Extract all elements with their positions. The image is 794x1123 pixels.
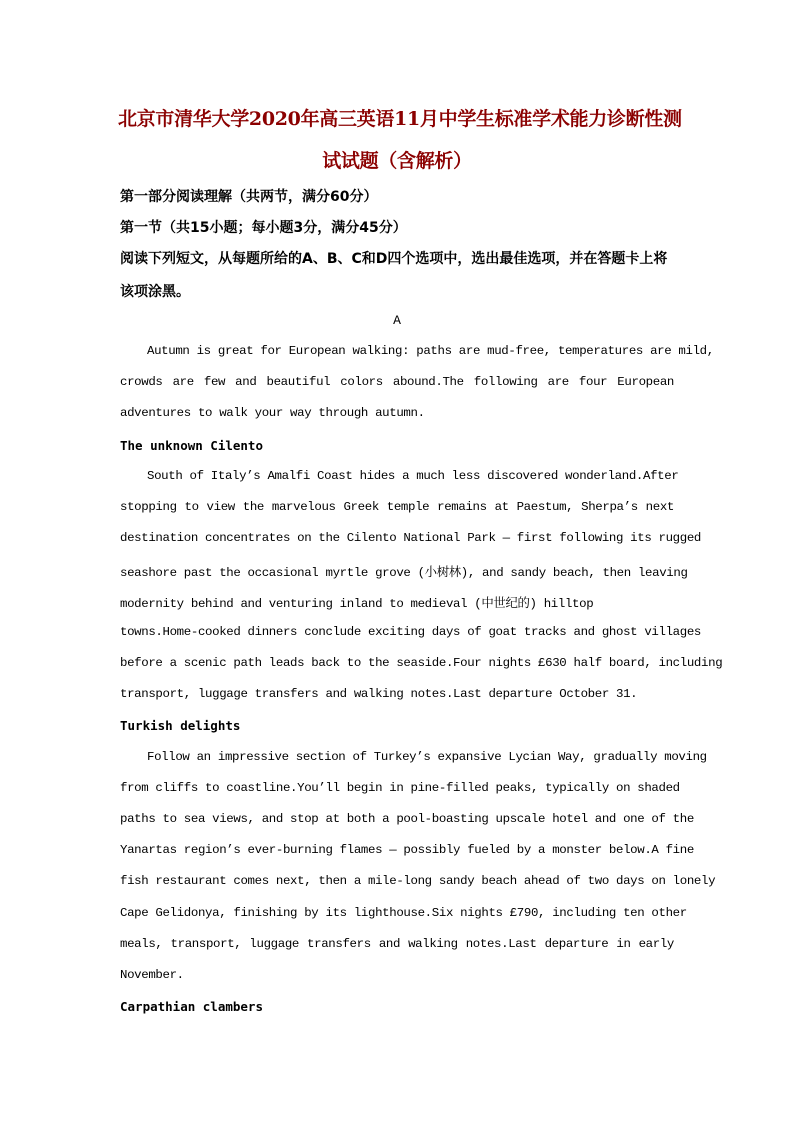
- cilento-line: seashore past the occasional myrtle grove (小树林), and sandy beach, then leaving: [120, 566, 688, 580]
- turkish-line: Cape Gelidonya, finishing by its lighthouse.Six nights £790, including ten other: [120, 906, 687, 920]
- cilento-line: destination concentrates on the Cilento National Park — first following its rugged: [120, 531, 702, 545]
- cilento-line: stopping to view the marvelous Greek temple remains at Paestum, Sherpa’s next: [120, 500, 674, 514]
- passage-label: A: [393, 313, 401, 328]
- section-heading-cilento: The unknown Cilento: [120, 438, 263, 453]
- section-heading-turkish: Turkish delights: [120, 718, 241, 733]
- cilento-line: South of Italy’s Amalfi Coast hides a much less discovered wonderland.After: [147, 469, 679, 483]
- section-heading: 第一节（共15小题；每小题3分，满分45分）: [120, 220, 407, 236]
- turkish-line: November.: [120, 968, 184, 982]
- turkish-line: meals, transport, luggage transfers and walking notes.Last departure in early: [120, 937, 674, 951]
- instructions-line-2: 该项涂黑。: [120, 284, 190, 300]
- cilento-line: modernity behind and venturing inland to medieval (中世纪的) hilltop: [120, 597, 594, 611]
- turkish-line: Follow an impressive section of Turkey’s expansive Lycian Way, gradually moving: [147, 750, 707, 764]
- cilento-line: towns.Home-cooked dinners conclude exciting days of goat tracks and ghost villages: [120, 625, 702, 639]
- section-heading-carpathian: Carpathian clambers: [120, 999, 263, 1014]
- instructions-line-1: 阅读下列短文，从每题所给的A、B、C和D四个选项中，选出最佳选项，并在答题卡上将: [120, 251, 668, 267]
- document-title-line-1: 北京市清华大学2020年高三英语11月中学生标准学术能力诊断性测: [118, 108, 682, 130]
- intro-line: Autumn is great for European walking: paths are mud-free, temperatures are mild,: [147, 344, 714, 358]
- turkish-line: Yanartas region’s ever-burning flames — possibly fueled by a monster below.A fine: [120, 843, 694, 857]
- turkish-line: paths to sea views, and stop at both a pool-boasting upscale hotel and one of the: [120, 812, 694, 826]
- turkish-line: fish restaurant comes next, then a mile-long sandy beach ahead of two days on lonely: [120, 874, 716, 888]
- cilento-line: transport, luggage transfers and walking notes.Last departure October 31.: [120, 687, 638, 701]
- intro-line: adventures to walk your way through autumn.: [120, 406, 425, 420]
- part-heading: 第一部分阅读理解（共两节，满分60分）: [120, 189, 378, 205]
- document-title-line-2: 试试题（含解析）: [322, 150, 472, 172]
- turkish-line: from cliffs to coastline.You’ll begin in pine-filled peaks, typically on shaded: [120, 781, 680, 795]
- cilento-line: before a scenic path leads back to the seaside.Four nights £630 half board, including: [120, 656, 723, 670]
- intro-line: crowds are few and beautiful colors abound.The following are four European: [120, 375, 674, 389]
